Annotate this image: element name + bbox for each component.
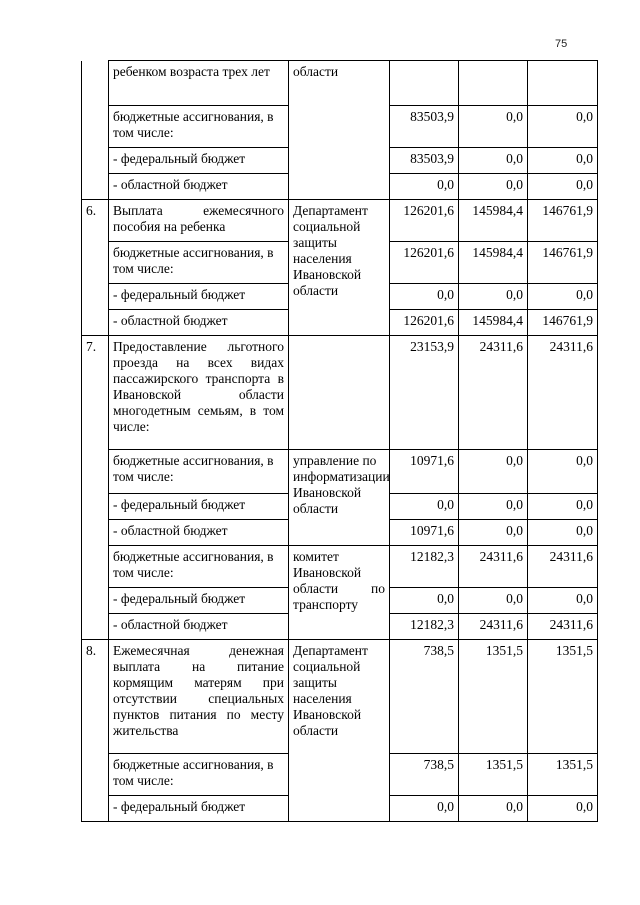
row-executor [289,336,390,450]
value-cell: 0,0 [459,796,528,822]
row-name: бюджетные ассигнования, в том числе: [109,242,289,284]
value-cell: 0,0 [528,588,598,614]
row-number: 6. [82,200,109,336]
value-cell: 0,0 [459,148,528,174]
table-row [82,61,598,106]
value-cell: 1351,5 [528,640,598,754]
table-row [82,546,598,588]
row-name: - федеральный бюджет [109,494,289,520]
value-cell: 0,0 [459,450,528,494]
row-name: Ежемесячная денежная выплата на питание кормящим матерям при отсутствии специальных пунктов питания по месту жительства [109,640,289,754]
row-name: - федеральный бюджет [109,588,289,614]
row-name: - областной бюджет [109,310,289,336]
value-cell: 738,5 [390,754,459,796]
row-name: бюджетные ассигнования, в том числе: [109,546,289,588]
row-executor: комитет Ивановской области по транспорту [289,546,390,640]
value-cell [390,61,459,106]
table-row [82,640,598,754]
row-number: 7. [82,336,109,640]
value-cell: 0,0 [528,494,598,520]
value-cell: 0,0 [390,588,459,614]
row-name: - федеральный бюджет [109,148,289,174]
value-cell: 1351,5 [459,640,528,754]
table-row [82,450,598,494]
row-name: - областной бюджет [109,174,289,200]
value-cell: 0,0 [528,174,598,200]
value-cell: 23153,9 [390,336,459,450]
value-cell: 126201,6 [390,200,459,242]
row-name: бюджетные ассигнования, в том числе: [109,754,289,796]
table-row [82,200,598,242]
value-cell: 10971,6 [390,520,459,546]
row-name: - федеральный бюджет [109,284,289,310]
value-cell: 0,0 [390,174,459,200]
value-cell [528,61,598,106]
value-cell: 146761,9 [528,310,598,336]
value-cell: 0,0 [528,106,598,148]
row-executor: управление по информатизации Ивановской области [289,450,390,546]
value-cell: 145984,4 [459,310,528,336]
value-cell: 0,0 [528,450,598,494]
row-name: Выплата ежемесячного пособия на ребенка [109,200,289,242]
value-cell: 24311,6 [528,336,598,450]
row-executor: Департамент социальной защиты населения Ивановской области [289,200,390,336]
value-cell: 12182,3 [390,546,459,588]
value-cell: 0,0 [459,284,528,310]
value-cell: 146761,9 [528,200,598,242]
value-cell: 126201,6 [390,242,459,284]
value-cell: 1351,5 [528,754,598,796]
page-number: 75 [555,38,568,50]
budget-table [81,60,598,822]
table-row [82,336,598,450]
value-cell: 0,0 [528,796,598,822]
value-cell: 0,0 [459,174,528,200]
value-cell: 83503,9 [390,148,459,174]
value-cell: 1351,5 [459,754,528,796]
value-cell: 0,0 [459,520,528,546]
value-cell: 0,0 [390,284,459,310]
row-name: - областной бюджет [109,614,289,640]
value-cell: 12182,3 [390,614,459,640]
value-cell: 24311,6 [459,336,528,450]
value-cell [459,61,528,106]
row-executor: области [289,61,390,200]
value-cell: 24311,6 [459,546,528,588]
row-name: - областной бюджет [109,520,289,546]
value-cell: 0,0 [528,520,598,546]
value-cell: 0,0 [528,148,598,174]
row-name: ребенком возраста трех лет [109,61,289,106]
value-cell: 83503,9 [390,106,459,148]
value-cell: 24311,6 [528,546,598,588]
value-cell: 126201,6 [390,310,459,336]
value-cell: 0,0 [459,588,528,614]
row-name: - федеральный бюджет [109,796,289,822]
row-number: 8. [82,640,109,822]
value-cell: 10971,6 [390,450,459,494]
row-number [82,61,109,200]
value-cell: 146761,9 [528,242,598,284]
row-name: бюджетные ассигнования, в том числе: [109,106,289,148]
row-name: Предоставление льготного проезда на всех видах пассажирского транспорта в Ивановской области многодетным семьям, в том числе: [109,336,289,450]
row-name: бюджетные ассигнования, в том числе: [109,450,289,494]
value-cell: 24311,6 [528,614,598,640]
value-cell: 0,0 [459,106,528,148]
value-cell: 145984,4 [459,200,528,242]
row-executor: Департамент социальной защиты населения Ивановской области [289,640,390,822]
value-cell: 0,0 [459,494,528,520]
value-cell: 738,5 [390,640,459,754]
value-cell: 24311,6 [459,614,528,640]
value-cell: 0,0 [390,494,459,520]
value-cell: 0,0 [528,284,598,310]
value-cell: 0,0 [390,796,459,822]
value-cell: 145984,4 [459,242,528,284]
